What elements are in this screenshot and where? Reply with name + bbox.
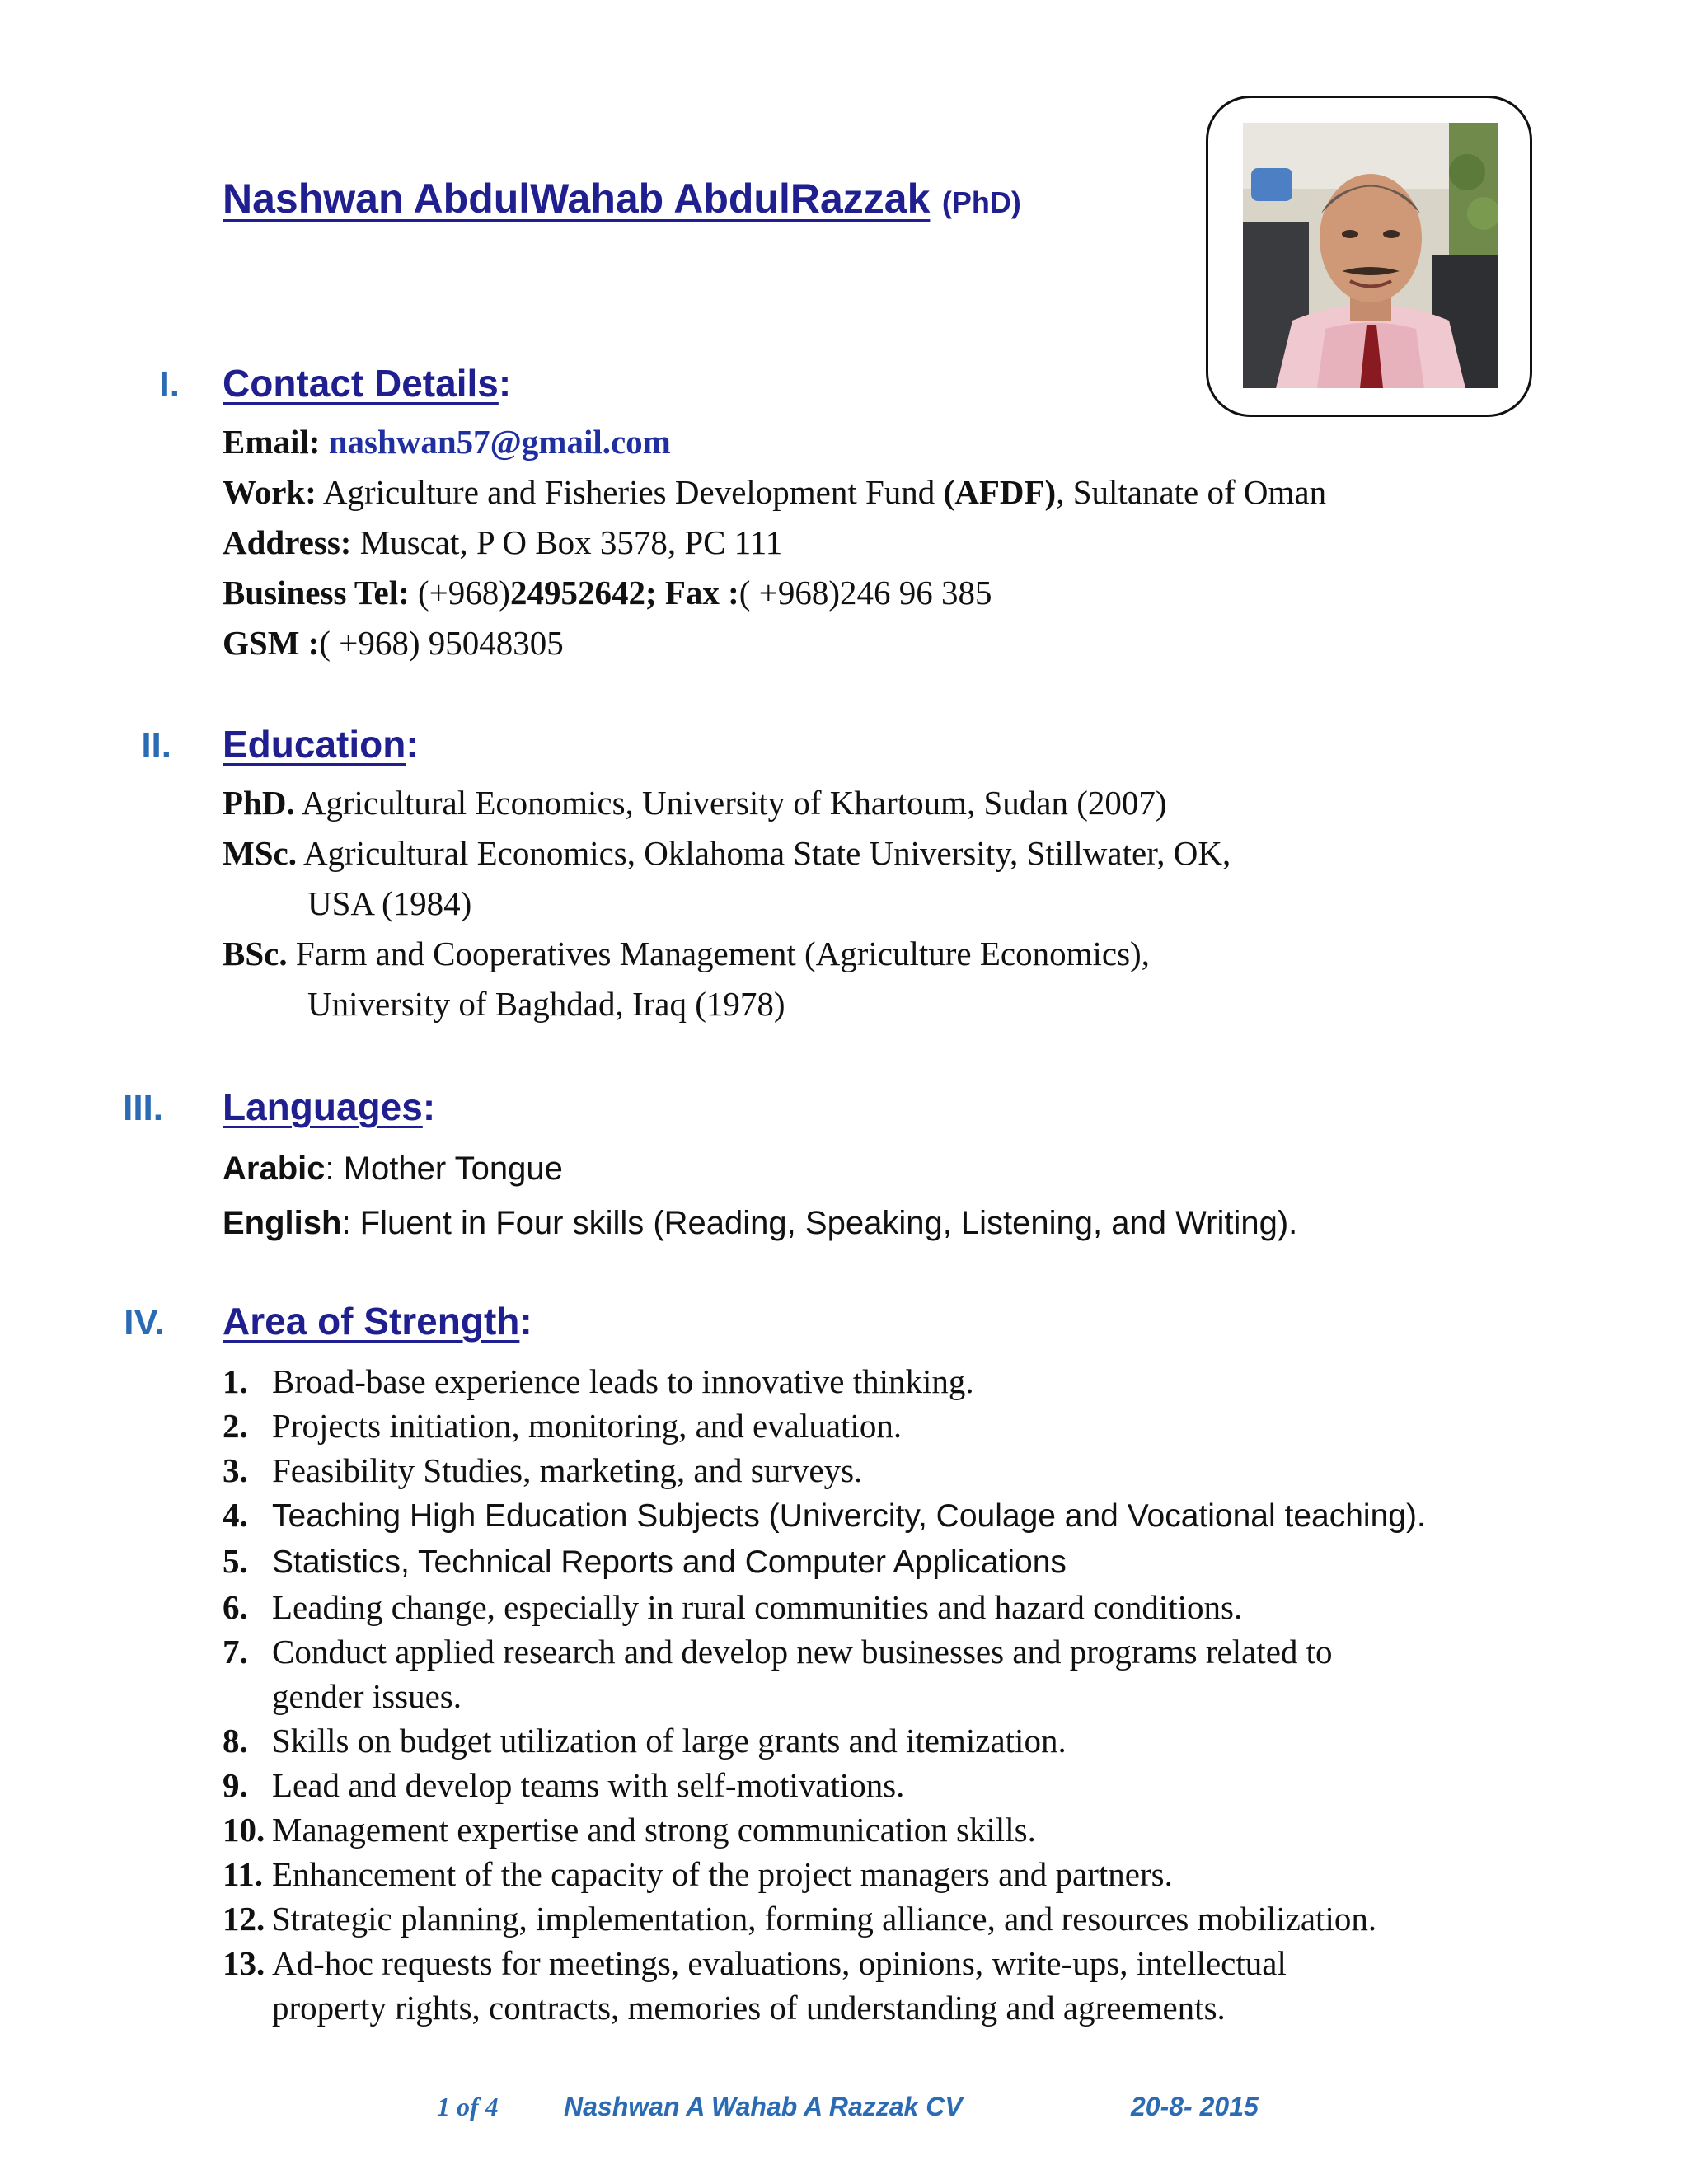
work-label: Work: xyxy=(223,473,316,511)
phd-label: PhD. xyxy=(223,784,295,822)
section-number-contact: I. xyxy=(159,364,180,405)
list-item: 6. Leading change, especially in rural communities and hazard conditions. xyxy=(223,1588,1243,1626)
heading-colon: : xyxy=(422,1085,436,1128)
list-item: 11. Enhancement of the capacity of the project managers and partners. xyxy=(223,1855,1173,1893)
list-item: 7. Conduct applied research and develop new businesses and programs related to xyxy=(223,1633,1333,1671)
education-bsc-line xyxy=(223,934,1150,973)
section-number-languages: III. xyxy=(123,1088,163,1128)
contact-heading: Contact Details xyxy=(223,362,499,405)
contact-gsm-line xyxy=(223,623,564,663)
arabic-value: : Mother Tongue xyxy=(325,1151,563,1187)
msc-value: Agricultural Economics, Oklahoma State University, Stillwater, OK, xyxy=(302,834,1231,872)
phd-value: Agricultural Economics, University of Khartoum, Sudan (2007) xyxy=(301,784,1167,822)
section-number-education: II. xyxy=(141,725,171,766)
list-item: 10. Management expertise and strong communication skills. xyxy=(223,1811,1036,1849)
bsc-value: Farm and Cooperatives Management (Agriculture Economics), xyxy=(295,935,1150,972)
degree-suffix: (PhD) xyxy=(941,185,1021,219)
section-number-strength: IV. xyxy=(124,1302,165,1343)
education-msc-line xyxy=(223,833,1231,873)
footer-page-number: 1 of 4 xyxy=(437,2092,499,2121)
list-item: 3. Feasibility Studies, marketing, and surveys. xyxy=(223,1451,863,1489)
work-abbrev: (AFDF) xyxy=(943,473,1057,511)
address-value: Muscat, P O Box 3578, PC 111 xyxy=(359,523,783,561)
english-value: : Fluent in Four skills (Reading, Speaking, Listening, and Writing). xyxy=(341,1205,1298,1241)
contact-tel-line xyxy=(223,573,992,612)
address-label: Address: xyxy=(223,523,352,561)
list-item: 12. Strategic planning, implementation, forming alliance, and resources mobilization. xyxy=(223,1900,1377,1938)
photo-frame xyxy=(1206,96,1532,417)
list-item: 2. Projects initiation, monitoring, and evaluation. xyxy=(223,1407,903,1445)
section-title-strength xyxy=(223,1299,532,1343)
cv-header xyxy=(223,175,1021,223)
strength-heading: Area of Strength xyxy=(223,1300,520,1343)
language-english xyxy=(223,1205,1297,1242)
education-phd-line xyxy=(223,783,1167,823)
list-item: 8. Skills on budget utilization of large grants and itemization. xyxy=(223,1722,1067,1760)
section-title-education xyxy=(223,722,419,766)
footer-date: 20-8- 2015 xyxy=(1131,2092,1259,2121)
education-msc-continued: USA (1984) xyxy=(307,884,472,922)
work-country: , Sultanate of Oman xyxy=(1056,473,1327,511)
list-item-continued: property rights, contracts, memories of understanding and agreements. xyxy=(272,1989,1226,2027)
english-label: English xyxy=(223,1205,342,1241)
gsm-label: GSM : xyxy=(223,624,320,662)
profile-photo xyxy=(1243,123,1498,388)
section-title-contact xyxy=(223,361,511,405)
list-item: 4. Teaching High Education Subjects (Univercity, Coulage and Vocational teaching). xyxy=(223,1496,1426,1534)
contact-address-line xyxy=(223,523,782,562)
msc-label: MSc. xyxy=(223,834,297,872)
list-item: 5. Statistics, Technical Reports and Computer Applications xyxy=(223,1542,1067,1580)
heading-colon: : xyxy=(519,1300,532,1343)
list-item: 13. Ad-hoc requests for meetings, evaluations, opinions, write-ups, intellectual xyxy=(223,1944,1287,1982)
tel-number: 24952642; Fax : xyxy=(509,574,739,612)
email-label: Email: xyxy=(223,423,321,461)
contact-work-line xyxy=(223,472,1326,512)
contact-email-line xyxy=(223,422,671,462)
email-link[interactable]: nashwan57@gmail.com xyxy=(328,423,671,461)
heading-colon: : xyxy=(498,362,512,405)
list-item: 1. Broad-base experience leads to innovative thinking. xyxy=(223,1362,974,1400)
fax-value: ( +968)246 96 385 xyxy=(738,574,992,612)
bsc-label: BSc. xyxy=(223,935,288,972)
education-bsc-continued: University of Baghdad, Iraq (1978) xyxy=(307,985,785,1023)
list-item: 9. Lead and develop teams with self-motivations. xyxy=(223,1766,905,1804)
tel-prefix: (+968) xyxy=(418,574,510,612)
languages-heading: Languages xyxy=(223,1085,423,1128)
tel-label: Business Tel: xyxy=(223,574,410,612)
education-heading: Education xyxy=(223,723,406,766)
arabic-label: Arabic xyxy=(223,1151,326,1187)
language-arabic xyxy=(223,1151,563,1188)
section-title-languages xyxy=(223,1085,435,1129)
person-name: Nashwan AbdulWahab AbdulRazzak xyxy=(223,176,931,222)
work-value: Agriculture and Fisheries Development Fund xyxy=(322,473,935,511)
footer-title: Nashwan A Wahab A Razzak CV xyxy=(564,2092,963,2121)
gsm-value: ( +968) 95048305 xyxy=(319,624,564,662)
list-item-continued: gender issues. xyxy=(272,1677,462,1715)
heading-colon: : xyxy=(406,723,419,766)
